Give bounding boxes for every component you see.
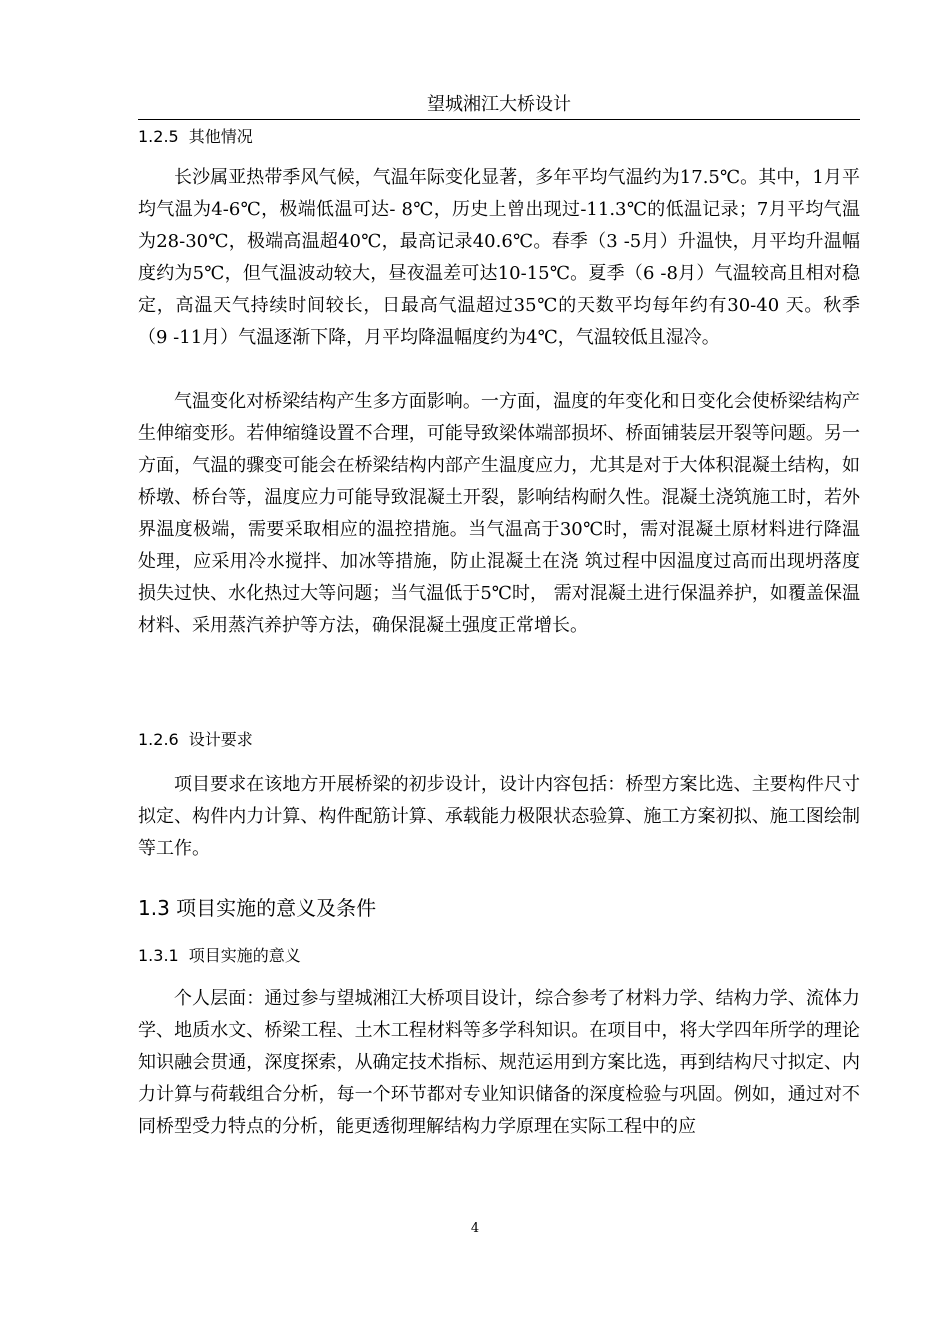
header-rule [138,119,860,120]
section-number: 1.3.1 [138,946,179,965]
paragraph-climate: 长沙属亚热带季风气候，气温年际变化显著，多年平均气温约为17.5℃。其中，1月平均气温为4-6℃，极端低温可达- 8℃，历史上曾出现过-11.3℃的低温记录；7月平均气温为28-30℃，极端高温超40℃，最高记录40.6℃。春季（3 -5月）升温快，月平均升温幅度约为5℃，但气温波动较大，昼夜温差可达10-15℃。夏季（6 -8月）气温较高且相对稳定，高温天气持续时间较长，日最高气温超过35℃的天数平均每年约有30-40 天。秋季（9 -11月）气温逐渐下降，月平均降温幅度约为4℃，气温较低且湿冷。 [138,167,860,348]
section-1-2-5-heading [138,125,253,149]
section-1-3-heading: 1.3 项目实施的意义及条件 [138,896,377,920]
section-number: 1.2.6 [138,730,179,749]
section-title: 项目实施的意义 [188,946,301,965]
section-number: 1.2.5 [138,127,179,146]
running-header: 望城湘江大桥设计 [427,94,571,115]
paragraph-temperature-effects: 气温变化对桥梁结构产生多方面影响。一方面，温度的年变化和日变化会使桥梁结构产生伸缩变形。若伸缩缝设置不合理，可能导致梁体端部损坏、桥面铺装层开裂等问题。另一方面，气温的骤变可能会在桥梁结构内部产生温度应力，尤其是对于大体积混凝土结构，如桥墩、桥台等，温度应力可能导致混凝土开裂，影响结构耐久性。混凝土浇筑施工时，若外界温度极端，需要采取相应的温控措施。当气温高于30℃时，需对混凝土原材料进行降温处理，应采用冷水搅拌、加冰等措施，防止混凝土在浇 筑过程中因温度过高而出现坍落度损失过快、水化热过大等问题；当气温低于5℃时， 需对混凝土进行保温养护，如覆盖保温材料、采用蒸汽养护等方法，确保混凝土强度正常增长。 [138,391,860,636]
section-title: 设计要求 [188,730,253,749]
section-title: 其他情况 [188,127,253,146]
paragraph-design-requirements: 项目要求在该地方开展桥梁的初步设计，设计内容包括：桥型方案比选、主要构件尺寸拟定、构件内力计算、构件配筋计算、承载能力极限状态验算、施工方案初拟、施工图绘制等工作。 [138,774,860,859]
section-1-3-1-heading [138,944,301,968]
section-1-2-6-heading [138,728,253,752]
paragraph-significance: 个人层面：通过参与望城湘江大桥项目设计，综合参考了材料力学、结构力学、流体力学、地质水文、桥梁工程、土木工程材料等多学科知识。在项目中，将大学四年所学的理论知识融会贯通，深度探索，从确定技术指标、规范运用到方案比选，再到结构尺寸拟定、内力计算与荷载组合分析，每一个环节都对专业知识储备的深度检验与巩固。例如，通过对不同桥型受力特点的分析，能更透彻理解结构力学原理在实际工程中的应 [138,988,860,1137]
page-number: 4 [470,1221,480,1236]
